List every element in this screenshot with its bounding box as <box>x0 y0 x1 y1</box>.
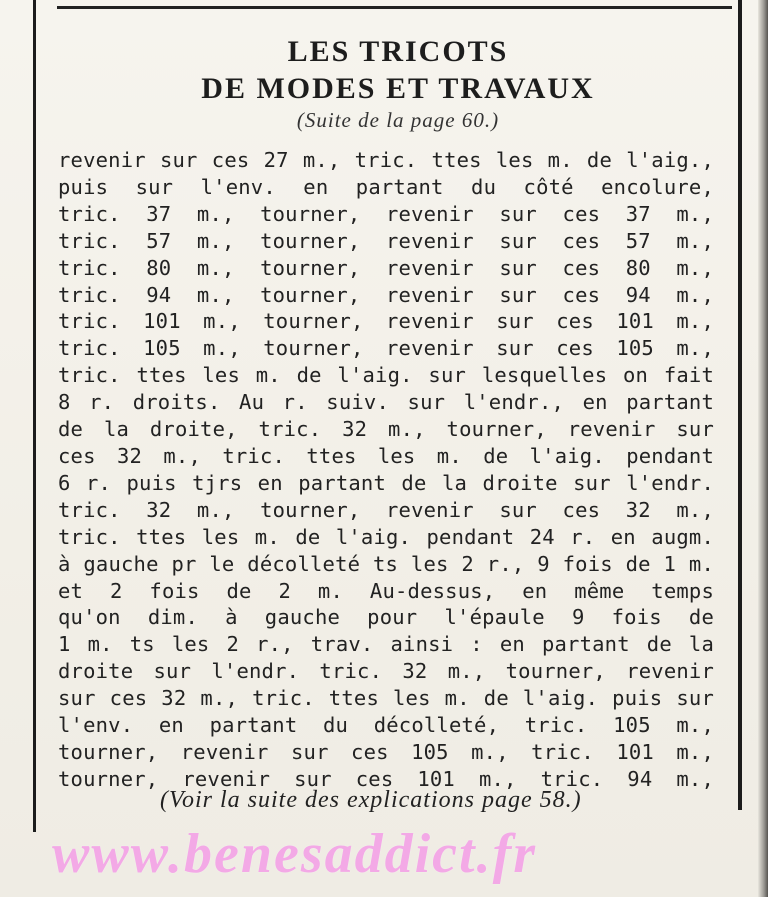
body-line: qu'on dim. à gauche pour l'épaule 9 fois de <box>58 605 714 630</box>
body-line: tric. 105 m., tourner, revenir sur ces 105 m., <box>58 336 714 361</box>
top-rule <box>57 6 732 9</box>
body-line: de la droite, tric. 32 m., tourner, revenir sur <box>58 417 714 442</box>
body-line: tric. 80 m., tourner, revenir sur ces 80 m., <box>58 255 714 280</box>
body-line: l'env. en partant du décolleté, tric. 105 m., <box>58 713 714 738</box>
continued-on-note: (Voir la suite des explications page 58.) <box>160 787 582 813</box>
body-line: tric. 32 m., tourner, revenir sur ces 32 m., <box>58 497 714 522</box>
article-title-line-2: DE MODES ET TRAVAUX <box>201 72 595 105</box>
body-line: sur ces 32 m., tric. ttes les m. de l'aig. puis sur <box>58 686 714 711</box>
body-line: 8 r. droits. Au r. suiv. sur l'endr., en partant <box>58 390 714 415</box>
article-title-line-1: LES TRICOTS <box>287 35 509 68</box>
body-line: tric. ttes les m. de l'aig. sur lesquelles on fait <box>58 363 714 388</box>
body-line: tric. 101 m., tourner, revenir sur ces 101 m., <box>58 309 714 334</box>
body-line: tric. 94 m., tourner, revenir sur ces 94 m., <box>58 282 714 307</box>
body-line: puis sur l'env. en partant du côté encolure, <box>58 174 714 199</box>
body-line: et 2 fois de 2 m. Au-dessus, en même temps <box>58 578 714 603</box>
left-column-rule <box>33 0 36 832</box>
body-line: tric. 37 m., tourner, revenir sur ces 37 m., <box>58 201 714 226</box>
website-watermark: www.benesaddict.fr <box>52 823 538 885</box>
right-column-rule <box>738 0 742 810</box>
body-line: tourner, revenir sur ces 101 m., tric. 94 m., <box>58 766 714 791</box>
body-line: ces 32 m., tric. ttes les m. de l'aig. pendant <box>58 443 714 468</box>
body-line: droite sur l'endr. tric. 32 m., tourner, revenir <box>58 659 714 684</box>
body-line: revenir sur ces 27 m., tric. ttes les m. de l'aig., <box>58 148 714 172</box>
body-line: tric. 57 m., tourner, revenir sur ces 57 m., <box>58 228 714 253</box>
body-line: tourner, revenir sur ces 105 m., tric. 101 m., <box>58 739 714 764</box>
continuation-note: (Suite de la page 60.) <box>296 108 500 132</box>
page-edge-shadow <box>758 0 768 897</box>
article-body <box>58 147 714 793</box>
body-line: 6 r. puis tjrs en partant de la droite sur l'endr. <box>58 470 714 495</box>
body-line: tric. ttes les m. de l'aig. pendant 24 r. en augm. <box>58 524 714 549</box>
body-line: à gauche pr le décolleté ts les 2 r., 9 fois de 1 m. <box>58 551 714 576</box>
body-line: 1 m. ts les 2 r., trav. ainsi : en partant de la <box>58 632 714 657</box>
